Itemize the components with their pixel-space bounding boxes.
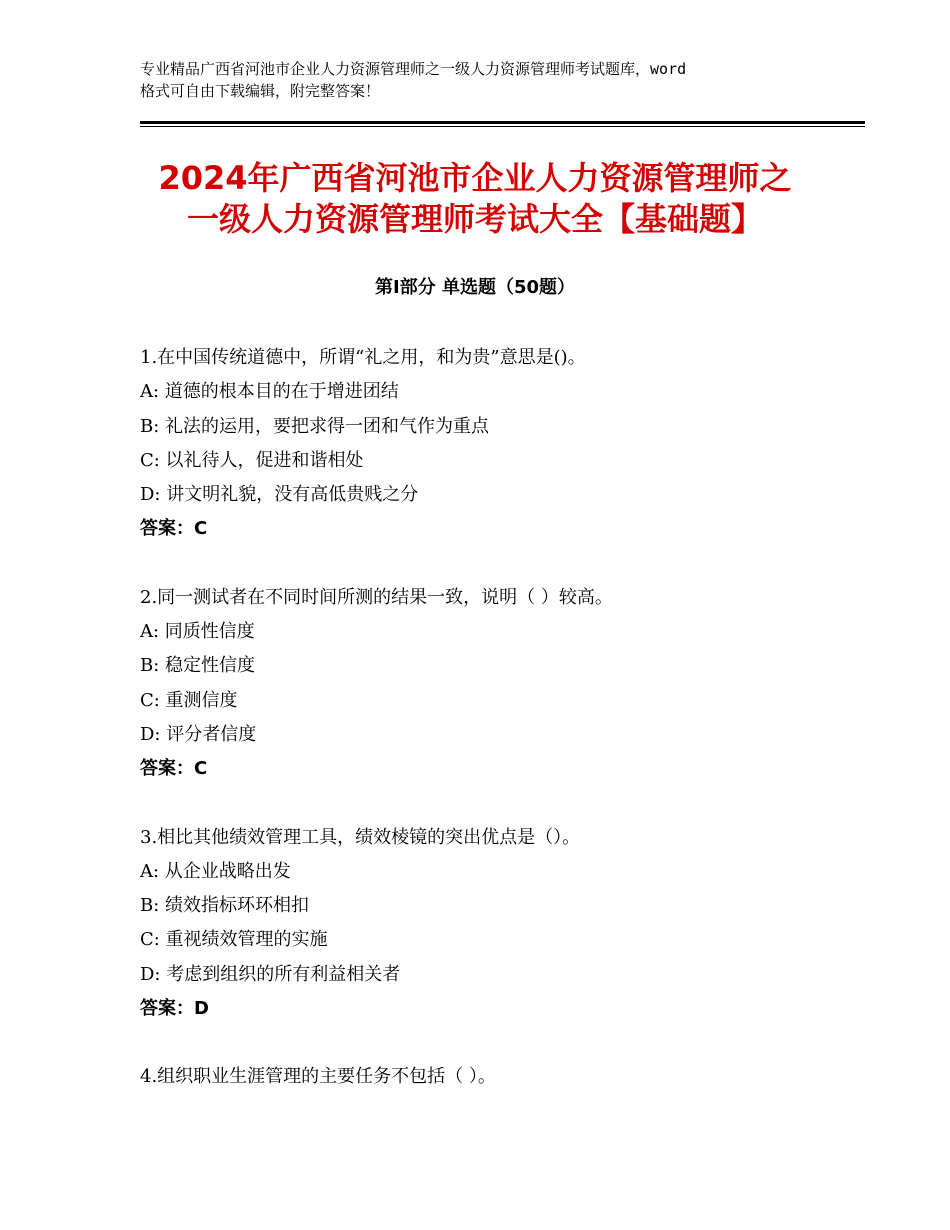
question-stem: 1.在中国传统道德中，所谓“礼之用，和为贵”意思是()。 [140,347,586,368]
option-b: B: 稳定性信度 [140,655,256,677]
question-item [140,581,860,787]
header-note [140,58,820,102]
option-d: D: 考虑到组织的所有利益相关者 [140,963,401,985]
answer-line: 答案：C [140,758,208,780]
question-item [140,821,860,1027]
option-d: D: 评分者信度 [140,723,257,745]
option-a: A: 从企业战略出发 [140,860,291,882]
header-note-line: 专业精品广西省河池市企业人力资源管理师之一级人力资源管理师考试题库，word [140,60,687,78]
option-a: A: 同质性信度 [140,621,255,643]
option-c: C: 以礼待人，促进和谐相处 [140,449,364,471]
answer-line: 答案：C [140,518,208,540]
option-b: B: 绩效指标环环相扣 [140,895,310,917]
question-list [140,341,860,1129]
option-d: D: 讲文明礼貌，没有高低贵贱之分 [140,484,419,506]
question-stem: 4.组织职业生涯管理的主要任务不包括（ ）。 [140,1066,496,1088]
answer-line: 答案：D [140,998,209,1020]
question-item [140,1060,860,1094]
question-stem: 2.同一测试者在不同时间所测的结果一致，说明（ ）较高。 [140,586,613,608]
header-note-line: 格式可自由下载编辑，附完整答案！ [140,82,381,100]
document-title-line: 一级人力资源管理师考试大全【基础题】 [186,200,763,238]
option-c: C: 重测信度 [140,689,238,711]
option-c: C: 重视绩效管理的实施 [140,929,328,951]
section-heading: 第Ⅰ部分 单选题（50题） [374,277,575,298]
option-a: A: 道德的根本目的在于增进团结 [140,381,399,403]
question-item [140,341,860,547]
header-divider-thin [140,126,865,127]
question-stem: 3.相比其他绩效管理工具，绩效棱镜的突出优点是（）。 [140,826,581,848]
document-title-line: 2024年广西省河池市企业人力资源管理师之 [158,159,792,197]
option-b: B: 礼法的运用，要把求得一团和气作为重点 [140,415,490,437]
document-title [110,158,840,240]
header-divider-thick [140,121,865,124]
